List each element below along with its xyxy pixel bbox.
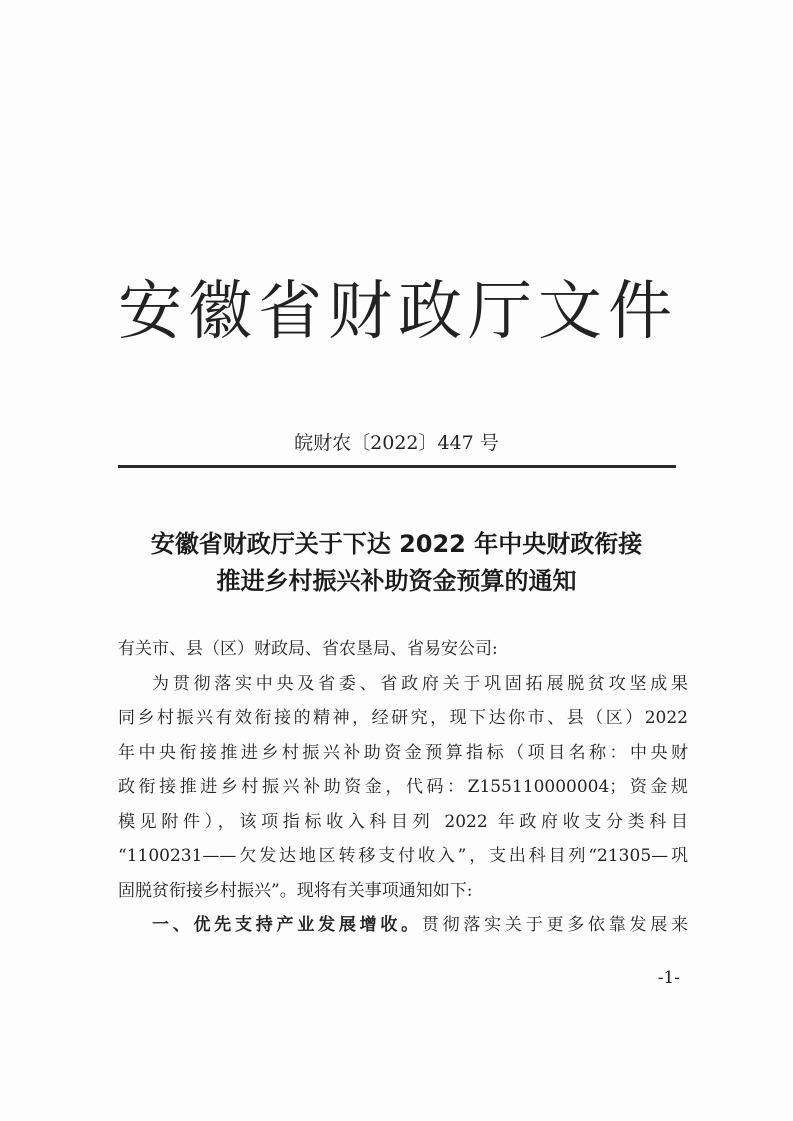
recipients-line: 有关市、县（区）财政局、省农垦局、省易安公司: (118, 639, 498, 659)
body-line-3: 年中央衔接推进乡村振兴补助资金预算指标（项目名称：中央财 (118, 742, 688, 763)
body-line-7: 固脱贫衔接乡村振兴”。现将有关事项通知如下: (118, 880, 473, 901)
body-line-1: 为贯彻落实中央及省委、省政府关于巩固拓展脱贫攻坚成果 (152, 673, 688, 694)
section-1-heading: 一、优先支持产业发展增收。 (152, 915, 422, 935)
header-divider (118, 465, 676, 468)
notice-title-line-1: 安徽省财政厅关于下达 2022 年中央财政衔接 (150, 530, 643, 558)
document-body (118, 632, 688, 943)
section-1-line (118, 908, 688, 943)
notice-title-line-2: 推进乡村振兴补助资金预算的通知 (216, 567, 577, 595)
body-line-6: “1100231——欠发达地区转移支付收入”，支出科目列“21305—巩 (118, 846, 688, 866)
document-number: 皖财农〔2022〕447 号 (294, 432, 499, 454)
body-line-5: 模见附件），该项指标收入科目列 2022 年政府收支分类科目 (118, 811, 688, 832)
body-line-4: 政衔接推进乡村振兴补助资金，代码：Z155110000004；资金规 (118, 777, 688, 797)
page-number: -1- (657, 968, 680, 988)
notice-title (60, 526, 733, 600)
body-line-2: 同乡村振兴有效衔接的精神，经研究，现下达你市、县（区）2022 (118, 708, 688, 728)
section-1-text: 贯彻落实关于更多依靠发展来 (421, 915, 689, 935)
agency-header-title: 安徽省财政厅文件 (118, 275, 678, 349)
